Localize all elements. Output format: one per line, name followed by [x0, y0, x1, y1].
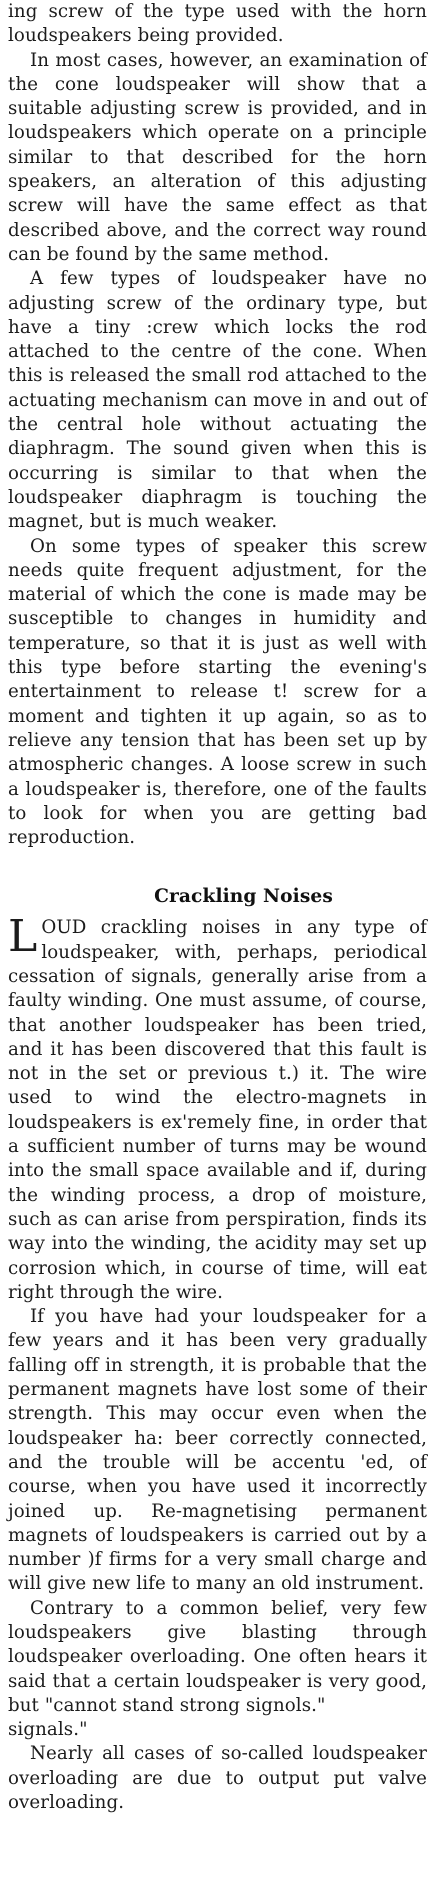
- article-paragraph-dropcap: [8, 911, 427, 1305]
- article-paragraph: If you have had your loudspeaker for a few years and it has been very gradually falling off in strength, it is probable that the permanent magnets have lost some of their strength. This may occur even when the loudspeaker ha: beer correctly connected, and the trouble will be accentu 'ed, of course, when you have used it incorrectly joined up. Re-magnetising permanent magnets of loudspeakers is carried out by a number )f firms for a very small charge and will give new life to many an old instrument.: [8, 1306, 427, 1595]
- dropcap-paragraph-text: OUD crackling noises in any type of loudspeaker, with, perhaps, periodical cessation of signals, generally arise from a faulty winding. One must assume, of course, that another loudspeaker has been tried, and it has been discovered that this fault is not in the set or previous t.) it. The wire used to wind the electro-magnets in loudspeakers is ex'remely fine, in order that a sufficient number of turns may be wound into the small space available and if, during the winding process, a drop of moisture, such as can arise from perspiration, finds its way into the winding, the acidity may set up corrosion which, in course of time, will eat right through the wire.: [8, 917, 427, 1303]
- article-paragraph: Contrary to a common belief, very few loudspeakers give blasting through loudspeaker overloading. One often hears it said that a certain loudspeaker is very good, but "cannot stand strong signols.": [8, 1597, 427, 1716]
- article-column: [8, 0, 427, 1815]
- drop-cap-letter: L: [8, 911, 38, 963]
- quote-tail-line: signals.": [8, 1719, 88, 1741]
- section-spacer: [8, 850, 427, 884]
- article-paragraph: Nearly all cases of so-called loudspeaker overloading are due to output put valve overloading.: [8, 1743, 427, 1814]
- section-heading: Crackling Noises: [154, 886, 333, 908]
- article-paragraph: A few types of loudspeaker have no adjusting screw of the ordinary type, but have a tiny :crew which locks the rod attached to the centre of the cone. When this is released the small rod attached to the actuating mechanism can move in and out of the central hole without actuating the diaphragm. The sound given when this is occurring is similar to that when the loudspeaker diaphragm is touching the magnet, but is much weaker.: [8, 268, 427, 533]
- article-paragraph: In most cases, however, an examination of the cone loudspeaker will show that a suitable adjusting screw is provided, and in loudspeakers which operate on a principle similar to that described for the horn speakers, an alteration of this adjusting screw will have the same effect as that described above, and the correct way round can be found by the same method.: [8, 49, 427, 265]
- article-paragraph: On some types of speaker this screw needs quite frequent adjustment, for the material of which the cone is made may be susceptible to changes in humidity and temperature, so that it is just as well with this type before starting the evening's entertainment to release t! screw for a moment and tighten it up again, so as to relieve any tension that has been set up by atmospheric changes. A loose screw in such a loudspeaker is, therefore, one of the faults to look for when you are getting bad reproduction.: [8, 535, 427, 849]
- article-paragraph: ing screw of the type used with the horn loudspeakers being provided.: [8, 1, 427, 47]
